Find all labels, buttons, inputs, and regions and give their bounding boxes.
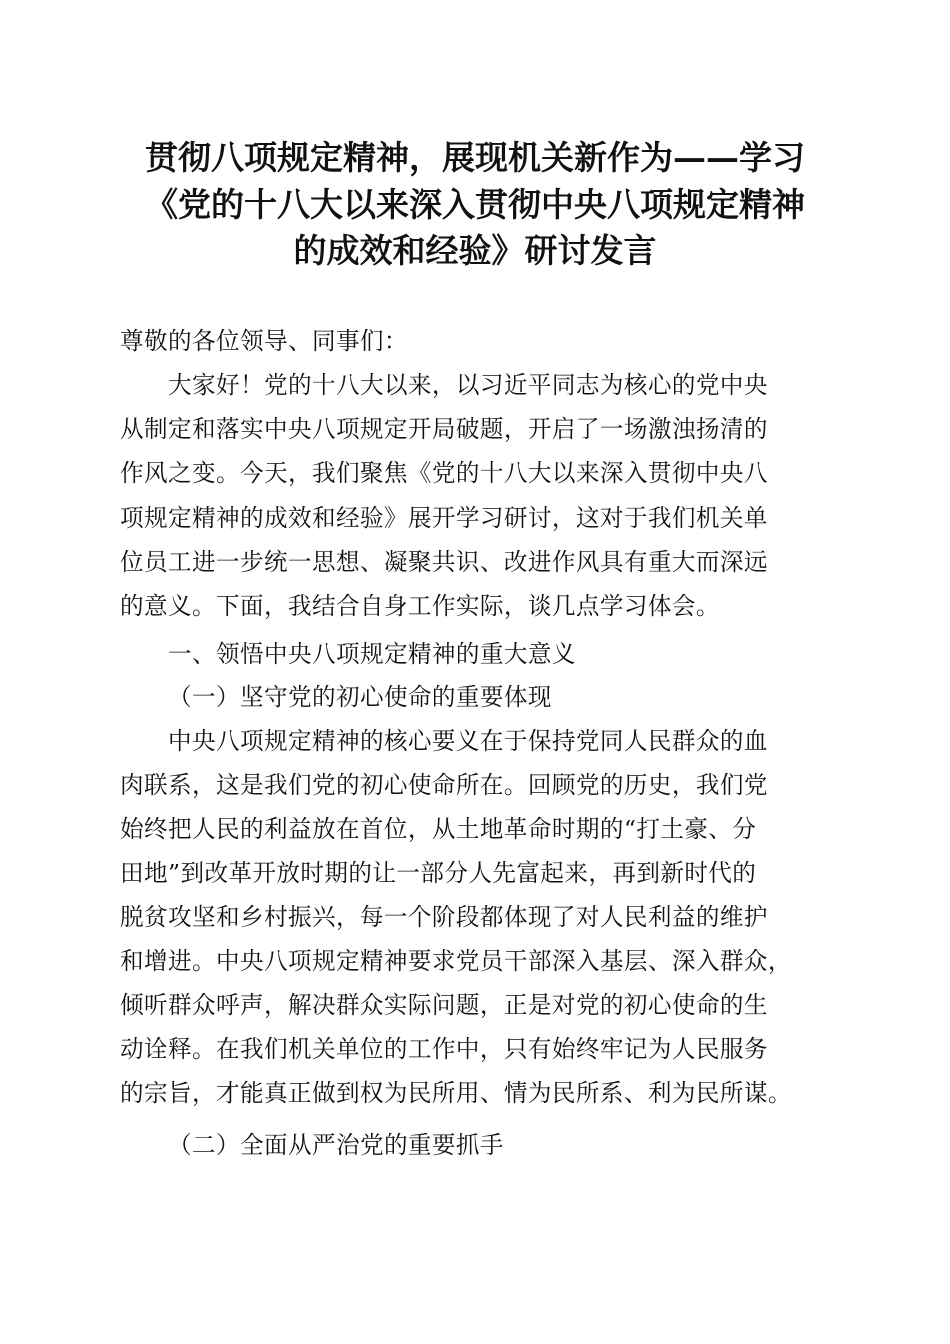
sub1-line-7: 倾听群众呼声，解决群众实际问题，正是对党的初心使命的生 (120, 991, 768, 1019)
section-1-heading: 一、领悟中央八项规定精神的重大意义 (168, 640, 576, 668)
intro-line-4: 项规定精神的成效和经验》展开学习研讨，这对于我们机关单 (120, 504, 768, 532)
intro-line-3: 作风之变。今天，我们聚焦《党的十八大以来深入贯彻中央八 (120, 459, 768, 487)
intro-line-5: 位员工进一步统一思想、凝聚共识、改进作风具有重大而深远 (120, 548, 768, 576)
sub1-line-4: 田地”到改革开放时期的让一部分人先富起来，再到新时代的 (120, 859, 757, 887)
sub1-line-5: 脱贫攻坚和乡村振兴，每一个阶段都体现了对人民利益的维护 (120, 903, 768, 931)
sub1-line-3: 始终把人民的利益放在首位，从土地革命时期的“打土豪、分 (120, 815, 757, 843)
subsection-1-heading: （一）坚守党的初心使命的重要体现 (168, 683, 552, 711)
title-line-3: 的成效和经验》研讨发言 (293, 231, 657, 270)
sub1-line-6: 和增进。中央八项规定精神要求党员干部深入基层、深入群众， (120, 947, 792, 975)
sub1-line-9: 的宗旨，才能真正做到权为民所用、情为民所系、利为民所谋。 (120, 1079, 792, 1107)
sub1-line-1: 中央八项规定精神的核心要义在于保持党同人民群众的血 (168, 727, 768, 755)
subsection-2-heading: （二）全面从严治党的重要抓手 (168, 1131, 504, 1159)
intro-line-2: 从制定和落实中央八项规定开局破题，开启了一场激浊扬清的 (120, 415, 768, 443)
title-line-1: 贯彻八项规定精神，展现机关新作为——学习 (145, 138, 805, 177)
sub1-line-2: 肉联系，这是我们党的初心使命所在。回顾党的历史，我们党 (120, 771, 768, 799)
title-line-2: 《党的十八大以来深入贯彻中央八项规定精神 (145, 185, 805, 224)
intro-line-1: 大家好！党的十八大以来，以习近平同志为核心的党中央 (168, 371, 768, 399)
intro-line-6: 的意义。下面，我结合自身工作实际，谈几点学习体会。 (120, 592, 720, 620)
salutation: 尊敬的各位领导、同事们： (120, 327, 408, 355)
sub1-line-8: 动诠释。在我们机关单位的工作中，只有始终牢记为人民服务 (120, 1035, 768, 1063)
